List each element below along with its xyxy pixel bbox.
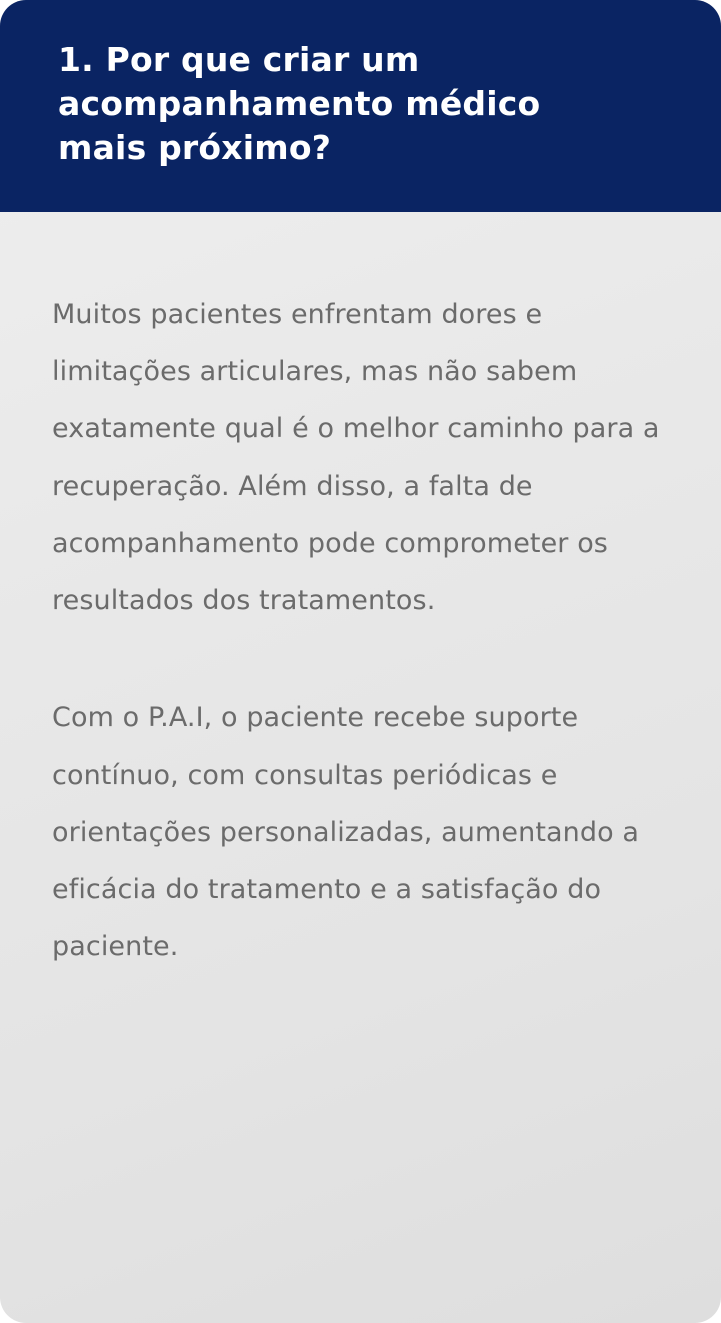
page-title: 1. Por que criar um acompanhamento médico mais próximo?: [58, 40, 541, 167]
card-header: [0, 0, 721, 212]
body-paragraph-2: Com o P.A.I, o paciente recebe suporte contínuo, com consultas periódicas e orientações personalizadas, aumentando a eficácia do tratamento e a satisfação do paciente.: [52, 702, 640, 963]
card-body: [0, 212, 721, 1323]
body-paragraph-1: Muitos pacientes enfrentam dores e limitações articulares, mas não sabem exatamente qual é o melhor caminho para a recuperação. Além disso, a falta de acompanhamento pode comprometer os resultados dos tratamentos.: [52, 299, 660, 617]
